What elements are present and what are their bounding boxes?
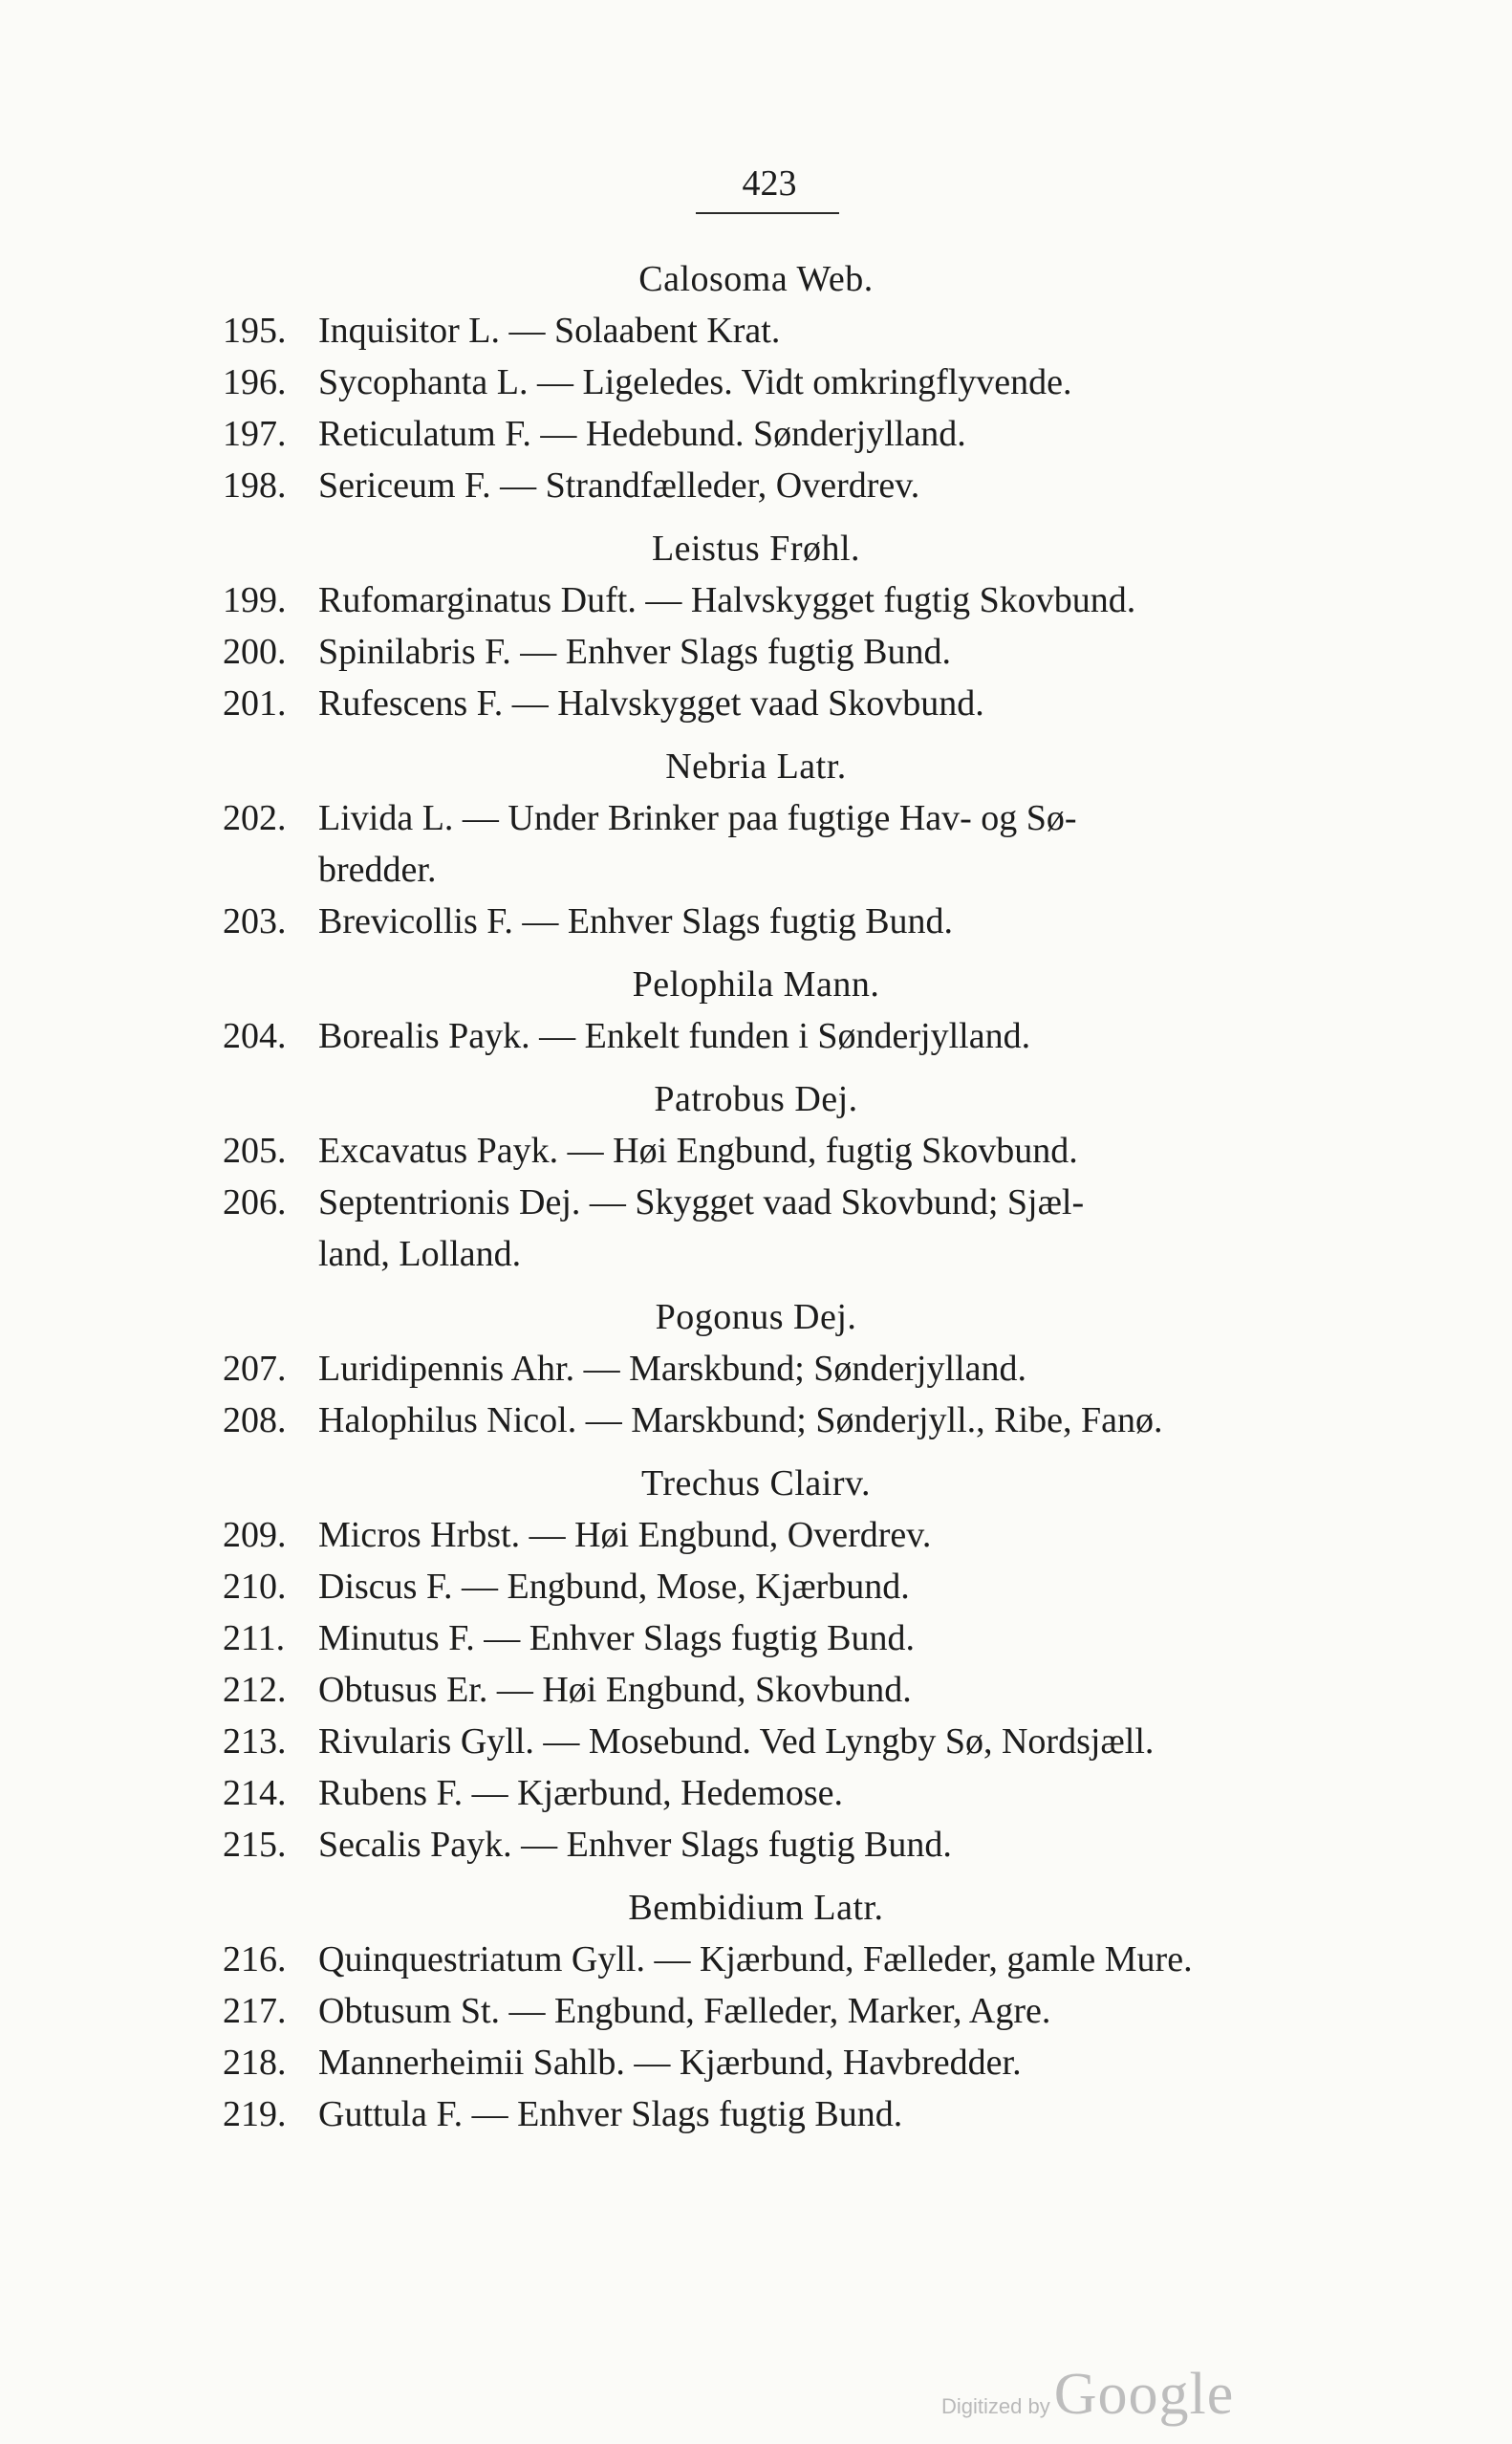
entry-text: Obtusum St. — Engbund, Fælleder, Marker, Agre. — [318, 1991, 1051, 2031]
entry-number: 219. — [223, 2094, 287, 2134]
entry-number: 205. — [223, 1131, 287, 1171]
genus-heading: Calosoma Web. — [638, 259, 874, 299]
entry-text: Rivularis Gyll. — Mosebund. Ved Lyngby Sø, Nordsjæll. — [318, 1721, 1155, 1762]
entry-number: 202. — [223, 798, 287, 838]
entry-number: 196. — [223, 362, 287, 402]
entry-number: 207. — [223, 1349, 287, 1389]
entry-number: 203. — [223, 901, 287, 941]
entry-text: Rufomarginatus Duft. — Halvskygget fugtig Skovbund. — [318, 580, 1136, 620]
entry-text: Rufescens F. — Halvskygget vaad Skovbund. — [318, 683, 984, 724]
entry-text: Rubens F. — Kjærbund, Hedemose. — [318, 1773, 843, 1813]
entry-text: Micros Hrbst. — Høi Engbund, Overdrev. — [318, 1515, 932, 1555]
entry-number: 197. — [223, 414, 287, 454]
entry-number: 204. — [223, 1016, 287, 1056]
genus-heading: Pogonus Dej. — [655, 1297, 857, 1337]
entry-text: Borealis Payk. — Enkelt funden i Sønderjylland. — [318, 1016, 1031, 1056]
watermark-prefix: Digitized by — [941, 2394, 1050, 2418]
entry-number: 216. — [223, 1939, 287, 1979]
entry-number: 210. — [223, 1567, 287, 1607]
genus-heading: Patrobus Dej. — [654, 1079, 858, 1119]
entry-number: 212. — [223, 1670, 287, 1710]
entry-text: Sycophanta L. — Ligeledes. Vidt omkringflyvende. — [318, 362, 1072, 402]
entry-text: Minutus F. — Enhver Slags fugtig Bund. — [318, 1618, 915, 1658]
entry-number: 206. — [223, 1182, 287, 1222]
entry-number: 208. — [223, 1400, 287, 1440]
genus-heading: Trechus Clairv. — [640, 1463, 872, 1503]
entry-text: Spinilabris F. — Enhver Slags fugtig Bund. — [318, 632, 951, 672]
entry-text: Excavatus Payk. — Høi Engbund, fugtig Skovbund. — [318, 1131, 1078, 1171]
page-number-rule — [696, 212, 839, 214]
digitized-watermark — [941, 2361, 1234, 2429]
entry-text: Halophilus Nicol. — Marskbund; Sønderjyll., Ribe, Fanø. — [318, 1400, 1163, 1440]
entry-number: 195. — [223, 311, 287, 351]
entry-text: Discus F. — Engbund, Mose, Kjærbund. — [318, 1567, 910, 1607]
entry-text: Reticulatum F. — Hedebund. Sønderjylland. — [318, 414, 966, 454]
entry-text: Inquisitor L. — Solaabent Krat. — [318, 311, 781, 351]
genus-heading: Nebria Latr. — [665, 746, 847, 787]
entry-number: 214. — [223, 1773, 287, 1813]
google-logo: Google — [1053, 2362, 1235, 2427]
entry-number: 198. — [223, 465, 287, 506]
entry-text: Brevicollis F. — Enhver Slags fugtig Bund. — [318, 901, 954, 941]
genus-heading: Bembidium Latr. — [628, 1888, 884, 1928]
entry-text: Obtusus Er. — Høi Engbund, Skovbund. — [318, 1670, 912, 1710]
entry-number: 201. — [223, 683, 287, 724]
entry-text: Mannerheimii Sahlb. — Kjærbund, Havbredder. — [318, 2043, 1022, 2083]
entry-number: 200. — [223, 632, 287, 672]
page-number: 423 — [742, 163, 797, 204]
entry-text: Luridipennis Ahr. — Marskbund; Sønderjylland. — [318, 1349, 1026, 1389]
entry-text: Livida L. — Under Brinker paa fugtige Hav- og Sø- — [318, 798, 1077, 838]
entry-number: 215. — [223, 1825, 287, 1865]
entry-number: 211. — [223, 1618, 286, 1658]
entry-number: 213. — [223, 1721, 287, 1762]
entry-text: Sericeum F. — Strandfælleder, Overdrev. — [318, 465, 920, 506]
entry-text: Quinquestriatum Gyll. — Kjærbund, Fælleder, gamle Mure. — [318, 1939, 1193, 1979]
genus-heading: Leistus Frøhl. — [651, 529, 861, 569]
genus-heading: Pelophila Mann. — [632, 964, 880, 1005]
entry-continuation: land, Lolland. — [318, 1234, 522, 1274]
entry-text: Secalis Payk. — Enhver Slags fugtig Bund. — [318, 1825, 952, 1865]
entry-number: 199. — [223, 580, 287, 620]
entry-number: 209. — [223, 1515, 287, 1555]
entry-number: 218. — [223, 2043, 287, 2083]
entry-number: 217. — [223, 1991, 287, 2031]
entry-continuation: bredder. — [318, 850, 437, 890]
entry-text: Septentrionis Dej. — Skygget vaad Skovbund; Sjæl- — [318, 1182, 1085, 1222]
entry-text: Guttula F. — Enhver Slags fugtig Bund. — [318, 2094, 903, 2134]
